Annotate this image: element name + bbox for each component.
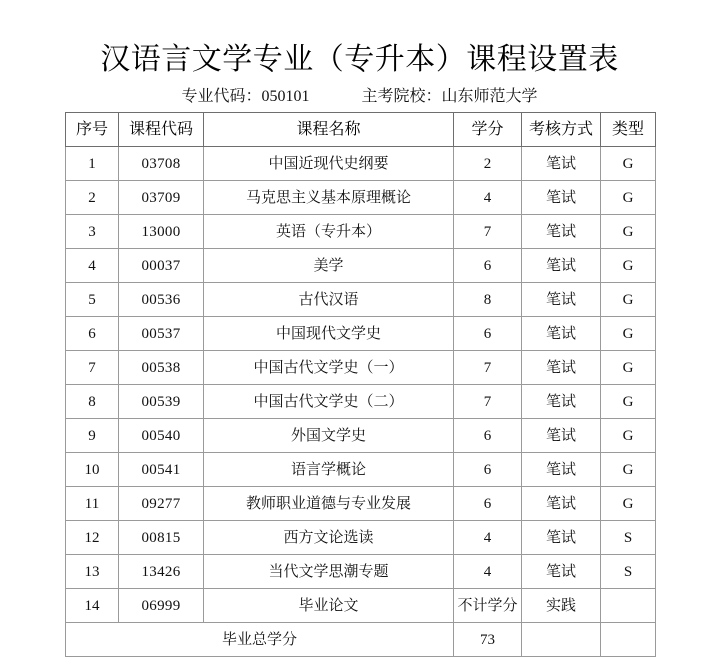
cell-exam-method: 笔试: [522, 283, 601, 317]
cell-course-name: 英语（专升本）: [204, 215, 454, 249]
total-type-cell: [601, 623, 656, 657]
table-row: [66, 487, 656, 521]
cell-seq: 1: [66, 147, 119, 181]
cell-course-name: 中国近现代史纲要: [204, 147, 454, 181]
cell-code: 00536: [119, 283, 204, 317]
table-body: [66, 147, 656, 657]
cell-credits: 4: [454, 555, 522, 589]
cell-type: G: [601, 385, 656, 419]
cell-course-name: 中国古代文学史（一）: [204, 351, 454, 385]
cell-course-name: 马克思主义基本原理概论: [204, 181, 454, 215]
cell-seq: 3: [66, 215, 119, 249]
cell-type: G: [601, 147, 656, 181]
cell-course-name: 外国文学史: [204, 419, 454, 453]
cell-course-name: 毕业论文: [204, 589, 454, 623]
table-row: [66, 249, 656, 283]
cell-code: 03709: [119, 181, 204, 215]
column-header-type: 类型: [601, 113, 656, 147]
cell-credits: 7: [454, 215, 522, 249]
column-header-code: 课程代码: [119, 113, 204, 147]
cell-course-name: 西方文论选读: [204, 521, 454, 555]
cell-exam-method: 笔试: [522, 555, 601, 589]
cell-code: 00538: [119, 351, 204, 385]
cell-course-name: 教师职业道德与专业发展: [204, 487, 454, 521]
cell-code: 06999: [119, 589, 204, 623]
cell-course-name: 当代文学思潮专题: [204, 555, 454, 589]
cell-exam-method: 笔试: [522, 147, 601, 181]
cell-code: 00815: [119, 521, 204, 555]
table-header: [66, 113, 656, 147]
cell-seq: 5: [66, 283, 119, 317]
cell-credits: 8: [454, 283, 522, 317]
course-table: [65, 112, 656, 657]
cell-seq: 10: [66, 453, 119, 487]
table-row: [66, 215, 656, 249]
table-row: [66, 589, 656, 623]
cell-credits: 2: [454, 147, 522, 181]
cell-code: 00540: [119, 419, 204, 453]
table-row: [66, 283, 656, 317]
cell-type: G: [601, 283, 656, 317]
column-header-credits: 学分: [454, 113, 522, 147]
cell-exam-method: 笔试: [522, 487, 601, 521]
cell-exam-method: 笔试: [522, 351, 601, 385]
cell-exam-method: 笔试: [522, 453, 601, 487]
table-row: [66, 181, 656, 215]
cell-credits: 7: [454, 351, 522, 385]
table-row: [66, 419, 656, 453]
cell-seq: 11: [66, 487, 119, 521]
cell-seq: 2: [66, 181, 119, 215]
column-header-exam: 考核方式: [522, 113, 601, 147]
cell-type: G: [601, 249, 656, 283]
table-row: [66, 453, 656, 487]
cell-code: 00539: [119, 385, 204, 419]
cell-credits: 6: [454, 249, 522, 283]
cell-type: G: [601, 181, 656, 215]
cell-code: 13000: [119, 215, 204, 249]
cell-code: 03708: [119, 147, 204, 181]
cell-type: S: [601, 555, 656, 589]
cell-exam-method: 笔试: [522, 419, 601, 453]
cell-code: 13426: [119, 555, 204, 589]
table-row: [66, 385, 656, 419]
cell-course-name: 中国现代文学史: [204, 317, 454, 351]
cell-exam-method: 笔试: [522, 249, 601, 283]
cell-type: G: [601, 215, 656, 249]
table-header-row: [66, 113, 656, 147]
cell-course-name: 中国古代文学史（二）: [204, 385, 454, 419]
cell-credits: 6: [454, 419, 522, 453]
cell-code: 00541: [119, 453, 204, 487]
page-title: 汉语言文学专业（专升本）课程设置表: [100, 43, 619, 76]
cell-code: 00037: [119, 249, 204, 283]
cell-seq: 8: [66, 385, 119, 419]
cell-type: G: [601, 419, 656, 453]
table-row: [66, 521, 656, 555]
host-school-label: 主考院校：山东师范大学: [361, 88, 538, 105]
cell-credits: 7: [454, 385, 522, 419]
total-exam-cell: [522, 623, 601, 657]
cell-seq: 14: [66, 589, 119, 623]
cell-type: S: [601, 521, 656, 555]
cell-seq: 13: [66, 555, 119, 589]
cell-course-name: 美学: [204, 249, 454, 283]
cell-course-name: 语言学概论: [204, 453, 454, 487]
cell-type: [601, 589, 656, 623]
cell-credits: 不计学分: [454, 589, 522, 623]
cell-exam-method: 笔试: [522, 521, 601, 555]
cell-type: G: [601, 453, 656, 487]
cell-credits: 4: [454, 181, 522, 215]
cell-exam-method: 笔试: [522, 317, 601, 351]
total-credits-label: 毕业总学分: [66, 623, 454, 657]
document-subtitle: [0, 86, 719, 108]
course-table-container: [65, 112, 655, 657]
total-row: [66, 623, 656, 657]
major-code-label: 专业代码：050101: [181, 88, 310, 105]
cell-seq: 12: [66, 521, 119, 555]
cell-exam-method: 实践: [522, 589, 601, 623]
cell-credits: 4: [454, 521, 522, 555]
cell-seq: 6: [66, 317, 119, 351]
cell-credits: 6: [454, 487, 522, 521]
table-row: [66, 351, 656, 385]
cell-type: G: [601, 317, 656, 351]
cell-course-name: 古代汉语: [204, 283, 454, 317]
total-credits-value: 73: [454, 623, 522, 657]
cell-type: G: [601, 351, 656, 385]
table-row: [66, 555, 656, 589]
cell-type: G: [601, 487, 656, 521]
column-header-seq: 序号: [66, 113, 119, 147]
column-header-name: 课程名称: [204, 113, 454, 147]
cell-credits: 6: [454, 317, 522, 351]
cell-seq: 7: [66, 351, 119, 385]
table-row: [66, 147, 656, 181]
cell-seq: 4: [66, 249, 119, 283]
table-row: [66, 317, 656, 351]
cell-code: 09277: [119, 487, 204, 521]
cell-credits: 6: [454, 453, 522, 487]
cell-exam-method: 笔试: [522, 385, 601, 419]
cell-seq: 9: [66, 419, 119, 453]
cell-code: 00537: [119, 317, 204, 351]
cell-exam-method: 笔试: [522, 215, 601, 249]
cell-exam-method: 笔试: [522, 181, 601, 215]
